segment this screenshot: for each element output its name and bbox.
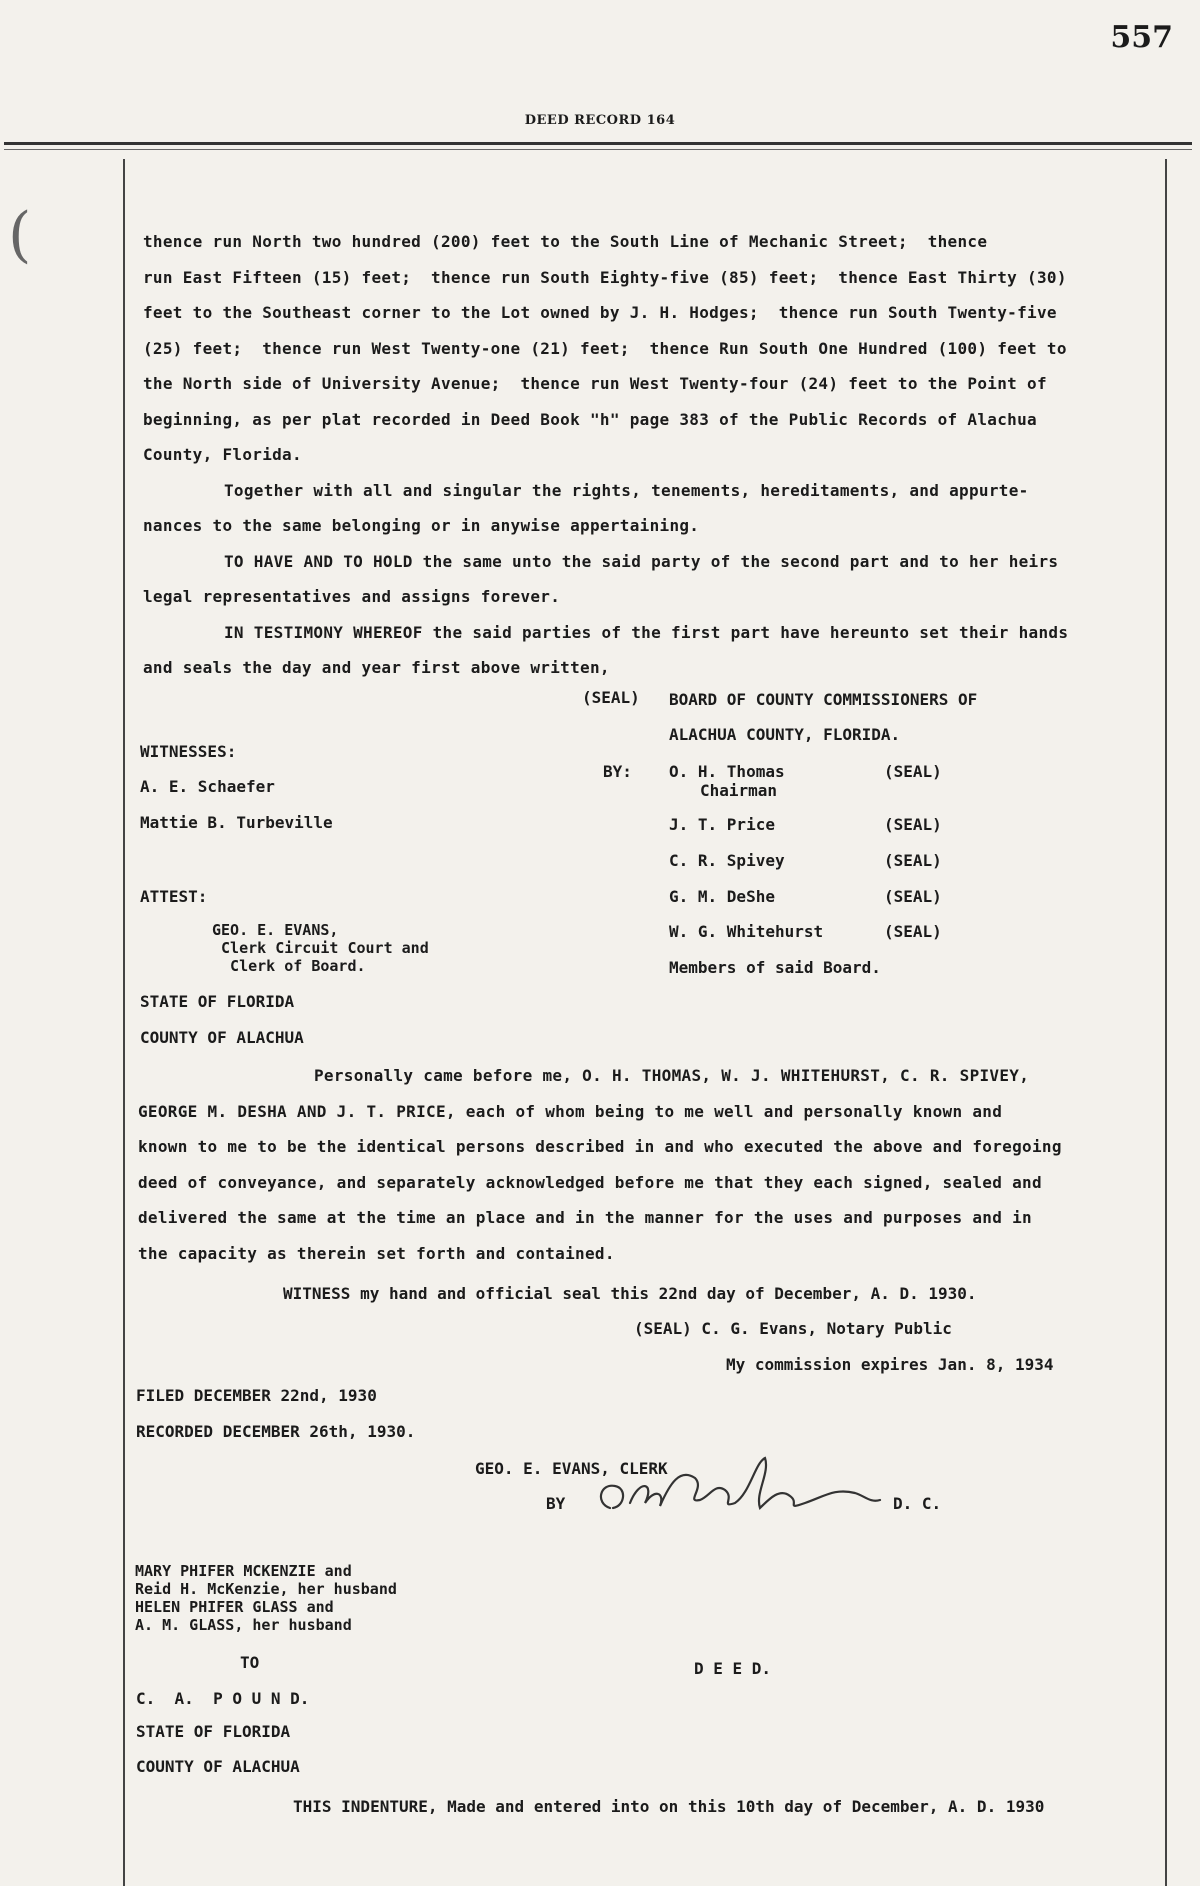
body-line: legal representatives and assigns forever. [143,587,561,606]
signer-seal: (SEAL) [884,815,942,834]
members-note: Members of said Board. [669,958,881,977]
ack-state: STATE OF FLORIDA [140,992,295,1011]
commission-line: My commission expires Jan. 8, 1934 [726,1355,1054,1374]
ack-witness-line: WITNESS my hand and official seal this 22nd day of December, A. D. 1930. [283,1284,977,1303]
witness-name: Mattie B. Turbeville [140,813,333,832]
board-name-line1: BOARD OF COUNTY COMMISSIONERS OF [669,690,978,709]
grantor-line: MARY PHIFER MCKENZIE and [135,1562,352,1580]
body-line: and seals the day and year first above written, [143,658,610,677]
body-line: County, Florida. [143,445,302,464]
attest-line: Clerk Circuit Court and [212,939,429,957]
body-line: thence run North two hundred (200) feet to the South Line of Mechanic Street; thence [143,232,988,251]
attest-block [212,921,429,975]
grantor-line: Reid H. McKenzie, her husband [135,1580,397,1598]
indenture-line: THIS INDENTURE, Made and entered into on this 10th day of December, A. D. 1930 [293,1797,1045,1816]
body-line: feet to the Southeast corner to the Lot owned by J. H. Hodges; thence run South Twenty-five [143,303,1057,322]
page-header-title: DEED RECORD 164 [524,113,676,128]
next-county: COUNTY OF ALACHUA [136,1757,300,1776]
signer-name: O. H. Thomas [669,762,785,781]
signer-name: C. R. Spivey [669,851,785,870]
body-line: TO HAVE AND TO HOLD the same unto the said party of the second part and to her heirs [224,551,1059,571]
body-line: Together with all and singular the rights, tenements, hereditaments, and appurte- [224,480,1029,500]
signer-name: W. G. Whitehurst [669,922,824,941]
page-number: 557 [1110,20,1173,55]
body-line: run East Fifteen (15) feet; thence run South Eighty-five (85) feet; thence East Thirty (30) [143,267,1067,287]
grantee-name: C. A. P O U N D. [136,1689,310,1708]
grantor-line: HELEN PHIFER GLASS and [135,1598,334,1616]
body-line: nances to the same belonging or in anywise appertaining. [143,516,700,535]
ack-line: GEORGE M. DESHA AND J. T. PRICE, each of whom being to me well and personally known and [138,1101,1003,1121]
signer-seal: (SEAL) [884,887,942,906]
grantors-block [135,1562,397,1634]
witnesses-label: WITNESSES: [140,742,237,761]
body-line: (25) feet; thence run West Twenty-one (21) feet; thence Run South One Hundred (100) feet to [143,338,1067,358]
by-clerk-label: BY [546,1494,566,1513]
acknowledgment-text [138,1058,1143,1271]
by-label: BY: [603,762,632,781]
to-label: TO [240,1653,260,1672]
attest-line: GEO. E. EVANS, [212,921,339,939]
ack-line: the capacity as therein set forth and contained. [138,1243,615,1263]
signer-title: Chairman [700,781,778,800]
board-name-line2: ALACHUA COUNTY, FLORIDA. [669,725,901,744]
handwritten-signature [585,1448,885,1528]
ack-line: delivered the same at the time an place and in the manner for the uses and purposes and in [138,1208,1032,1227]
witness-name: A. E. Schaefer [140,777,275,796]
deputy-clerk-label: D. C. [893,1494,942,1513]
ack-line: deed of conveyance, and separately acknowledged before me that they each signed, sealed and [138,1172,1042,1192]
notary-line: (SEAL) C. G. Evans, Notary Public [634,1319,952,1338]
ack-line: Personally came before me, O. H. THOMAS, W. J. WHITEHURST, C. R. SPIVEY, [314,1066,1030,1085]
body-line: beginning, as per plat recorded in Deed Book "h" page 383 of the Public Records of Alachua [143,409,1037,429]
signer-name: J. T. Price [669,815,775,834]
recorded-line: RECORDED DECEMBER 26th, 1930. [136,1422,416,1441]
signer-seal: (SEAL) [884,762,942,781]
seal-label: (SEAL) [582,688,640,707]
header-rule [4,142,1192,150]
deed-body-text [143,224,1143,686]
signer-seal: (SEAL) [884,851,942,870]
body-line: the North side of University Avenue; thence run West Twenty-four (24) feet to the Point of [143,374,1047,393]
signer-name: G. M. DeShe [669,887,775,906]
signer-seal: (SEAL) [884,922,942,941]
body-line: IN TESTIMONY WHEREOF the said parties of the first part have hereunto set their hands [224,622,1069,642]
ack-line: known to me to be the identical persons described in and who executed the above and foregoing [138,1137,1062,1156]
attest-label: ATTEST: [140,887,208,906]
margin-bracket-mark: ( [8,200,32,270]
grantor-line: A. M. GLASS, her husband [135,1616,352,1634]
document-type: D E E D. [694,1659,772,1678]
filed-line: FILED DECEMBER 22nd, 1930 [136,1386,377,1405]
next-state: STATE OF FLORIDA [136,1722,291,1741]
clerk-line: GEO. E. EVANS, CLERK [475,1459,668,1478]
ack-county: COUNTY OF ALACHUA [140,1028,304,1047]
attest-line: Clerk of Board. [212,957,366,975]
